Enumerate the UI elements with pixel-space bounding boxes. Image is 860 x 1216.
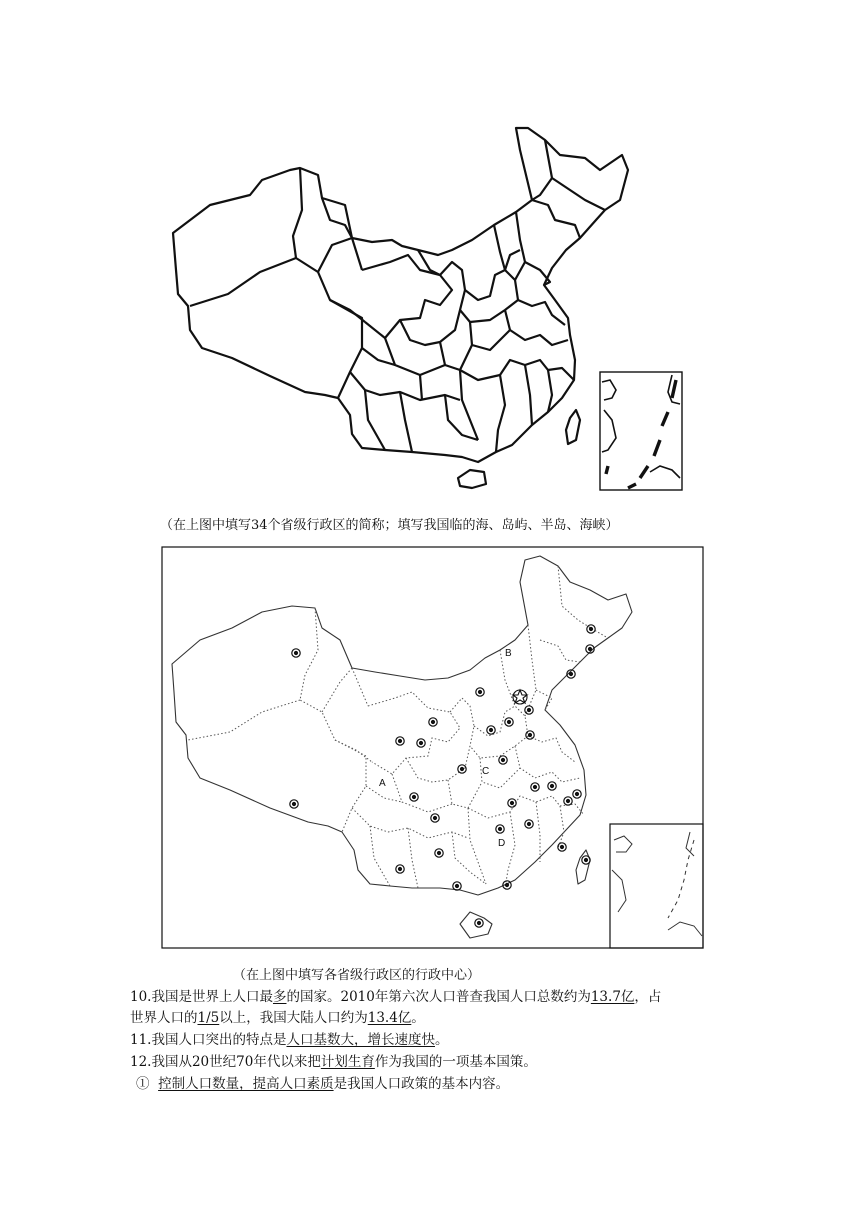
capital-marker (558, 843, 566, 851)
capital-marker (396, 737, 404, 745)
capital-marker (508, 799, 516, 807)
circled-number-marker: ① (136, 1076, 150, 1092)
capital-marker (476, 688, 484, 696)
question-10-line2: 世界人口的1/5以上，我国大陆人口约为13.4亿。 (130, 1010, 425, 1026)
question-12: 12.我国从20世纪70年代以来把计划生育作为我国的一项基本国策。 (130, 1054, 537, 1070)
capital-marker (417, 739, 425, 747)
capital-marker (458, 765, 466, 773)
capital-marker (573, 790, 581, 798)
map2-caption: （在上图中填写各省级行政区的行政中心） (233, 968, 481, 983)
capital-marker (548, 782, 556, 790)
capital-marker (290, 800, 298, 808)
capital-marker (505, 718, 513, 726)
answer-blank: 计划生育 (320, 1054, 375, 1070)
capital-marker (531, 783, 539, 791)
capital-marker (475, 919, 483, 927)
capital-marker (431, 814, 439, 822)
question-11: 11.我国人口突出的特点是人口基数大，增长速度快。 (130, 1032, 449, 1048)
capital-marker (435, 849, 443, 857)
map-label-d: D (498, 838, 506, 849)
answer-blank: 13.7亿 (590, 989, 635, 1005)
capital-marker (526, 731, 534, 739)
capital-marker (499, 756, 507, 764)
capital-marker (410, 793, 418, 801)
map-label-a: A (379, 778, 386, 789)
answer-blank: 控制人口数量，提高人口素质 (158, 1076, 334, 1092)
answer-blank: 人口基数大，增长速度快 (286, 1032, 435, 1048)
map1-caption: （在上图中填写34个省级行政区的简称；填写我国临的海、岛屿、半岛、海峡） (160, 518, 619, 533)
capital-marker (487, 726, 495, 734)
capital-marker (525, 706, 533, 714)
capital-marker (453, 882, 461, 890)
question-12-item-1: ① 控制人口数量，提高人口素质是我国人口政策的基本内容。 (136, 1076, 510, 1092)
capital-marker (496, 825, 504, 833)
capital-marker (396, 865, 404, 873)
answer-blank: 多 (272, 989, 287, 1005)
capital-markers (290, 625, 595, 927)
beijing-star-marker (513, 690, 527, 704)
capital-marker (292, 649, 300, 657)
capital-marker (587, 625, 595, 633)
capital-marker (582, 856, 590, 864)
south-sea-inset-2 (610, 824, 703, 948)
capital-marker (564, 797, 572, 805)
question-10-line1: 10.我国是世界上人口最多的国家。2010年第六次人口普查我国人口总数约为13.7亿，占 (130, 989, 662, 1005)
answer-blank: 1/5 (197, 1010, 220, 1026)
answer-blank: 13.4亿 (367, 1010, 412, 1026)
capital-marker (429, 718, 437, 726)
map-label-c: C (482, 766, 490, 777)
capital-marker (525, 820, 533, 828)
map-label-b: B (505, 648, 512, 659)
